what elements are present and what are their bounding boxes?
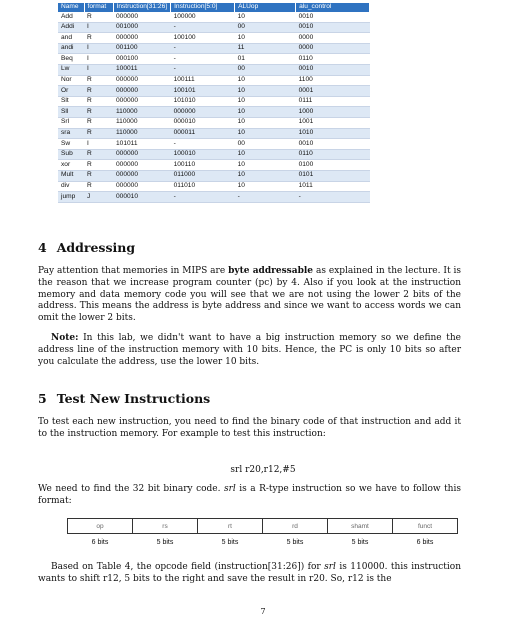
table-cell: 000000 (113, 149, 171, 160)
table-cell: R (84, 12, 113, 22)
table-row (58, 107, 370, 118)
table-cell: 000011 (171, 128, 235, 139)
table-cell: R (84, 149, 113, 160)
table-cell: 0100 (296, 160, 370, 171)
table-cell: 110000 (113, 117, 171, 128)
table-cell: 110000 (113, 107, 171, 118)
section-4-heading (38, 240, 135, 255)
table-cell: Sub (58, 149, 84, 160)
table-cell: 0111 (296, 96, 370, 107)
table-row (58, 12, 370, 22)
header-alu-control: alu_control (296, 3, 370, 12)
field-shamt: shamt (328, 519, 393, 534)
table-cell: - (171, 43, 235, 54)
table-cell: 0101 (296, 170, 370, 181)
bits-shamt: 5 bits (351, 539, 369, 546)
table-cell: 10 (235, 96, 296, 107)
table-cell: - (235, 192, 296, 203)
table-row (58, 160, 370, 171)
table-cell: 100100 (171, 33, 235, 44)
table-cell: 001100 (113, 43, 171, 54)
table-cell: jump (58, 192, 84, 203)
field-funct: funct (393, 519, 458, 534)
table-cell: and (58, 33, 84, 44)
header-name: Name (58, 3, 84, 12)
table-cell: 00 (235, 64, 296, 75)
table-cell: 10 (235, 160, 296, 171)
table-cell: Or (58, 86, 84, 97)
format-bits-row (68, 534, 458, 552)
italic-text: srl (324, 562, 336, 572)
table-cell: 10 (235, 33, 296, 44)
table-cell: 001000 (113, 22, 171, 33)
table-cell: Add (58, 12, 84, 22)
table-cell: R (84, 86, 113, 97)
table-cell: R (84, 160, 113, 171)
bits-funct: 6 bits (416, 539, 434, 546)
field-rs: rs (133, 519, 198, 534)
table-cell: - (171, 64, 235, 75)
field-rd: rd (263, 519, 328, 534)
table-cell: I (84, 64, 113, 75)
opcode-explanation-paragraph (38, 562, 461, 586)
table-row (58, 64, 370, 75)
table-cell: 10 (235, 181, 296, 192)
note-label: Note: (51, 333, 79, 343)
table-cell: 100010 (171, 149, 235, 160)
table-cell: 000100 (113, 54, 171, 65)
table-cell: 000000 (113, 96, 171, 107)
table-row (58, 86, 370, 97)
table-cell: 10 (235, 128, 296, 139)
table-cell: 0010 (296, 12, 370, 22)
bits-rt: 5 bits (221, 539, 239, 546)
table-cell: 0001 (296, 86, 370, 97)
table-cell: 011000 (171, 170, 235, 181)
table-row (58, 192, 370, 203)
table-cell: R (84, 107, 113, 118)
header-format: format (84, 3, 113, 12)
table-cell: 100111 (171, 75, 235, 86)
table-row (58, 117, 370, 128)
table-cell: R (84, 75, 113, 86)
table-cell: 000000 (113, 33, 171, 44)
table-cell: 1010 (296, 128, 370, 139)
italic-text: srl (223, 484, 236, 494)
table-cell: 00 (235, 139, 296, 150)
table-cell: andi (58, 43, 84, 54)
table-cell: 100000 (171, 12, 235, 22)
opcode-table (58, 3, 370, 203)
table-cell: 10 (235, 117, 296, 128)
table-cell: 10 (235, 75, 296, 86)
table-cell: 0000 (296, 43, 370, 54)
table-cell: 011010 (171, 181, 235, 192)
table-cell: J (84, 192, 113, 203)
bold-text: byte addressable (228, 266, 314, 276)
table-cell: R (84, 33, 113, 44)
table-cell: 000010 (113, 192, 171, 203)
table-cell: 101011 (113, 139, 171, 150)
table-cell: R (84, 170, 113, 181)
table-cell: 000000 (113, 86, 171, 97)
table-cell: Lw (58, 64, 84, 75)
table-cell: sra (58, 128, 84, 139)
section-title: Test New Instructions (56, 391, 211, 406)
table-cell: 100011 (113, 64, 171, 75)
table-cell: 000000 (113, 160, 171, 171)
opcode-table-header (58, 3, 370, 12)
table-cell: 0010 (296, 139, 370, 150)
r-type-format-table (67, 518, 458, 551)
table-row (58, 43, 370, 54)
field-op: op (68, 519, 133, 534)
table-row (58, 181, 370, 192)
table-cell: 10 (235, 149, 296, 160)
table-cell: Addi (58, 22, 84, 33)
table-cell: 110000 (113, 128, 171, 139)
table-cell: 000000 (113, 12, 171, 22)
section-5-heading (38, 391, 210, 406)
table-cell: 1100 (296, 75, 370, 86)
bits-rs: 5 bits (156, 539, 174, 546)
table-cell: Beq (58, 54, 84, 65)
table-row (58, 54, 370, 65)
field-rt: rt (198, 519, 263, 534)
table-cell: 0110 (296, 54, 370, 65)
test-paragraph: To test each new instruction, you need to find the binary code of that instruction and add it to the instruction memory. For example to test this instruction: (38, 417, 461, 439)
table-cell: 01 (235, 54, 296, 65)
section-number: 4 (38, 240, 47, 255)
header-opcode: Instruction[31:26] (113, 3, 171, 12)
table-cell: 000000 (171, 107, 235, 118)
table-cell: 10 (235, 86, 296, 97)
table-cell: xor (58, 160, 84, 171)
table-cell: 1001 (296, 117, 370, 128)
table-cell: 101010 (171, 96, 235, 107)
page-number: 7 (260, 607, 266, 616)
text: Pay attention that memories in MIPS are (38, 266, 229, 276)
example-instruction: srl r20,r12,#5 (230, 465, 296, 475)
table-cell: 10 (235, 170, 296, 181)
table-row (58, 96, 370, 107)
table-row (58, 139, 370, 150)
table-cell: - (171, 54, 235, 65)
table-cell: 0010 (296, 64, 370, 75)
table-row (58, 170, 370, 181)
addressing-paragraph (38, 266, 461, 325)
table-cell: 100101 (171, 86, 235, 97)
table-row (58, 149, 370, 160)
text: Based on Table 4, the opcode field (instruction[31:26]) for (51, 562, 325, 572)
table-cell: 11 (235, 43, 296, 54)
table-cell: 1000 (296, 107, 370, 118)
table-row (58, 128, 370, 139)
table-cell: - (296, 192, 370, 203)
table-cell: I (84, 43, 113, 54)
table-cell: Nor (58, 75, 84, 86)
table-cell: 0110 (296, 149, 370, 160)
text: is a R-type instruction so we have to follow this format: (38, 484, 461, 506)
table-cell: 000000 (113, 75, 171, 86)
table-cell: Slt (58, 96, 84, 107)
table-cell: - (171, 192, 235, 203)
bits-rd: 5 bits (286, 539, 304, 546)
header-aluop: ALUop (235, 3, 296, 12)
table-cell: 000000 (113, 181, 171, 192)
table-cell: R (84, 181, 113, 192)
text: We need to find the 32 bit binary code. (38, 484, 224, 494)
table-cell: Srl (58, 117, 84, 128)
table-cell: 10 (235, 107, 296, 118)
table-cell: I (84, 139, 113, 150)
text: In this lab, we didn't want to have a big instruction memory so we define the address line of the instruction memory with 10 bits. Hence, the PC is only 10 bits so after you calculate the address, use the lower 10 bits. (38, 333, 461, 367)
table-row (58, 33, 370, 44)
table-cell: 00 (235, 22, 296, 33)
table-cell: - (171, 22, 235, 33)
table-cell: I (84, 22, 113, 33)
format-paragraph (38, 484, 461, 508)
table-cell: Mult (58, 170, 84, 181)
table-cell: R (84, 117, 113, 128)
header-funct: Instruction[5:0] (171, 3, 235, 12)
format-field-row (68, 519, 458, 534)
text: is 110000. this instruction wants to shift r12, 5 bits to the right and save the result in r20. So, r12 is the (38, 562, 461, 584)
table-cell: R (84, 128, 113, 139)
table-cell: 000010 (171, 117, 235, 128)
table-cell: 10 (235, 12, 296, 22)
table-cell: - (171, 139, 235, 150)
table-cell: Sll (58, 107, 84, 118)
table-cell: div (58, 181, 84, 192)
table-cell: R (84, 96, 113, 107)
note-paragraph (38, 333, 461, 368)
table-cell: 0010 (296, 22, 370, 33)
bits-op: 6 bits (91, 539, 109, 546)
table-cell: I (84, 54, 113, 65)
text: as explained in the lecture. It is the reason that we increase program counter (pc) by 4. Also if you look at the instruction memory and data memory code you will see that we are not using the lower 2 bits of the address. This means the address is byte address and since we want to access words we can omit the lower 2 bits. (38, 266, 461, 324)
section-number: 5 (38, 391, 47, 406)
table-cell: Sw (58, 139, 84, 150)
section-title: Addressing (56, 240, 136, 255)
table-cell: 1011 (296, 181, 370, 192)
table-cell: 000000 (113, 170, 171, 181)
table-row (58, 75, 370, 86)
table-cell: 100110 (171, 160, 235, 171)
table-cell: 0000 (296, 33, 370, 44)
table-row (58, 22, 370, 33)
